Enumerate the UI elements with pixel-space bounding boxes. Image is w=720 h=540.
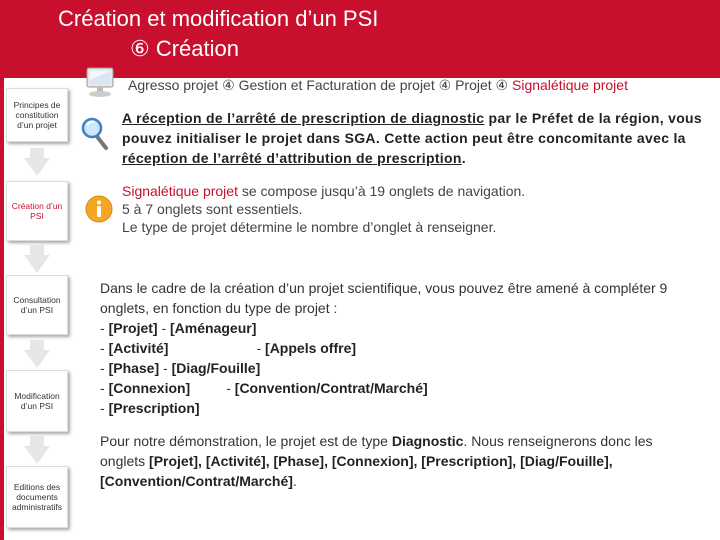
info-icon — [84, 194, 114, 224]
demonstration-paragraph — [100, 431, 700, 491]
arrete-attribution-text: réception de l’arrêté d’attribution de prescription — [122, 150, 462, 166]
step-label: Modification d’un PSI — [14, 390, 60, 411]
computer-icon — [84, 66, 118, 100]
onglet-activite: [Activité] — [108, 340, 169, 356]
breadcrumb-separator: ④ — [438, 77, 452, 93]
breadcrumb-separator: ④ — [495, 77, 509, 93]
intro-end: . — [461, 150, 466, 166]
breadcrumb — [128, 77, 628, 94]
breadcrumb-item-projet: Projet — [455, 77, 492, 93]
down-arrow-icon — [24, 446, 50, 464]
intro-text: par le Préfet de la région, vous pouvez initialiser le projet dans SGA. Cette action peut être concomitante avec la — [122, 110, 702, 146]
step-editions[interactable] — [6, 466, 68, 528]
arrete-diagnostic-text: A réception de l’arrêté de prescription de diagnostic — [122, 110, 485, 126]
dash: - — [100, 320, 109, 336]
onglet-appels-offre: [Appels offre] — [265, 340, 357, 356]
dash: - — [256, 340, 266, 356]
demo-end: . — [292, 473, 297, 489]
breadcrumb-item-gestion: Gestion et Facturation de projet — [238, 77, 435, 93]
page-subtitle: ⑥ Création — [130, 36, 239, 61]
signaletique-line1: se compose jusqu’à 19 onglets de navigation. — [237, 183, 526, 199]
dash: - — [100, 360, 109, 376]
intro-paragraph — [122, 108, 702, 168]
step-principes[interactable] — [6, 88, 68, 142]
step-label: Consultation d’un PSI — [13, 294, 61, 315]
onglet-prescription: [Prescription] — [108, 400, 200, 416]
down-arrow-icon — [24, 350, 50, 368]
onglets-paragraph — [100, 278, 700, 418]
signaletique-line2: 5 à 7 onglets sont essentiels. — [122, 201, 303, 217]
onglet-connexion: [Connexion] — [108, 380, 191, 396]
dash: - — [100, 340, 109, 356]
step-label: Principes de constitution d’un projet — [13, 99, 61, 131]
step-creation[interactable] — [6, 181, 68, 241]
dash: - — [226, 380, 235, 396]
demo-text-2: . Nous renseignerons donc les onglets — [100, 433, 653, 469]
demo-tabs: [Projet], [Activité], [Phase], [Connexion], [Prescription], [Diag/Fouille], [Convention/Contrat/Marché] — [100, 453, 613, 489]
onglet-amenageur: [Aménageur] — [170, 320, 257, 336]
demo-text: Pour notre démonstration, le projet est de type — [100, 433, 392, 449]
onglet-diag-fouille: [Diag/Fouille] — [171, 360, 261, 376]
dash: - — [163, 360, 172, 376]
dash: - — [100, 380, 109, 396]
breadcrumb-separator: ④ — [222, 77, 235, 93]
step-consultation[interactable] — [6, 275, 68, 335]
left-accent-rule — [0, 78, 4, 540]
down-arrow-icon — [24, 255, 50, 273]
onglet-projet: [Projet] — [108, 320, 158, 336]
onglet-convention: [Convention/Contrat/Marché] — [234, 380, 428, 396]
breadcrumb-item-signaletique: Signalétique projet — [512, 77, 628, 93]
step-label: Editions des documents administratifs — [11, 481, 63, 513]
signaletique-lead: Signalétique projet — [122, 183, 238, 199]
step-label: Création d’un PSI — [11, 200, 63, 221]
step-modification[interactable] — [6, 370, 68, 432]
search-icon — [80, 116, 112, 152]
signaletique-line3: Le type de projet détermine le nombre d’onglet à renseigner. — [122, 219, 497, 235]
dash: - — [161, 320, 171, 336]
onglet-phase: [Phase] — [108, 360, 160, 376]
breadcrumb-item-agresso: Agresso projet — [128, 77, 219, 93]
down-arrow-icon — [24, 158, 50, 176]
onglets-intro: Dans le cadre de la création d’un projet scientifique, vous pouvez être amené à compléter 9 onglets, en fonction du type de projet : — [100, 280, 668, 316]
demo-type: Diagnostic — [391, 433, 464, 449]
dash: - — [100, 400, 109, 416]
page-title: Création et modification d’un PSI — [58, 6, 379, 31]
signaletique-paragraph — [122, 182, 702, 236]
